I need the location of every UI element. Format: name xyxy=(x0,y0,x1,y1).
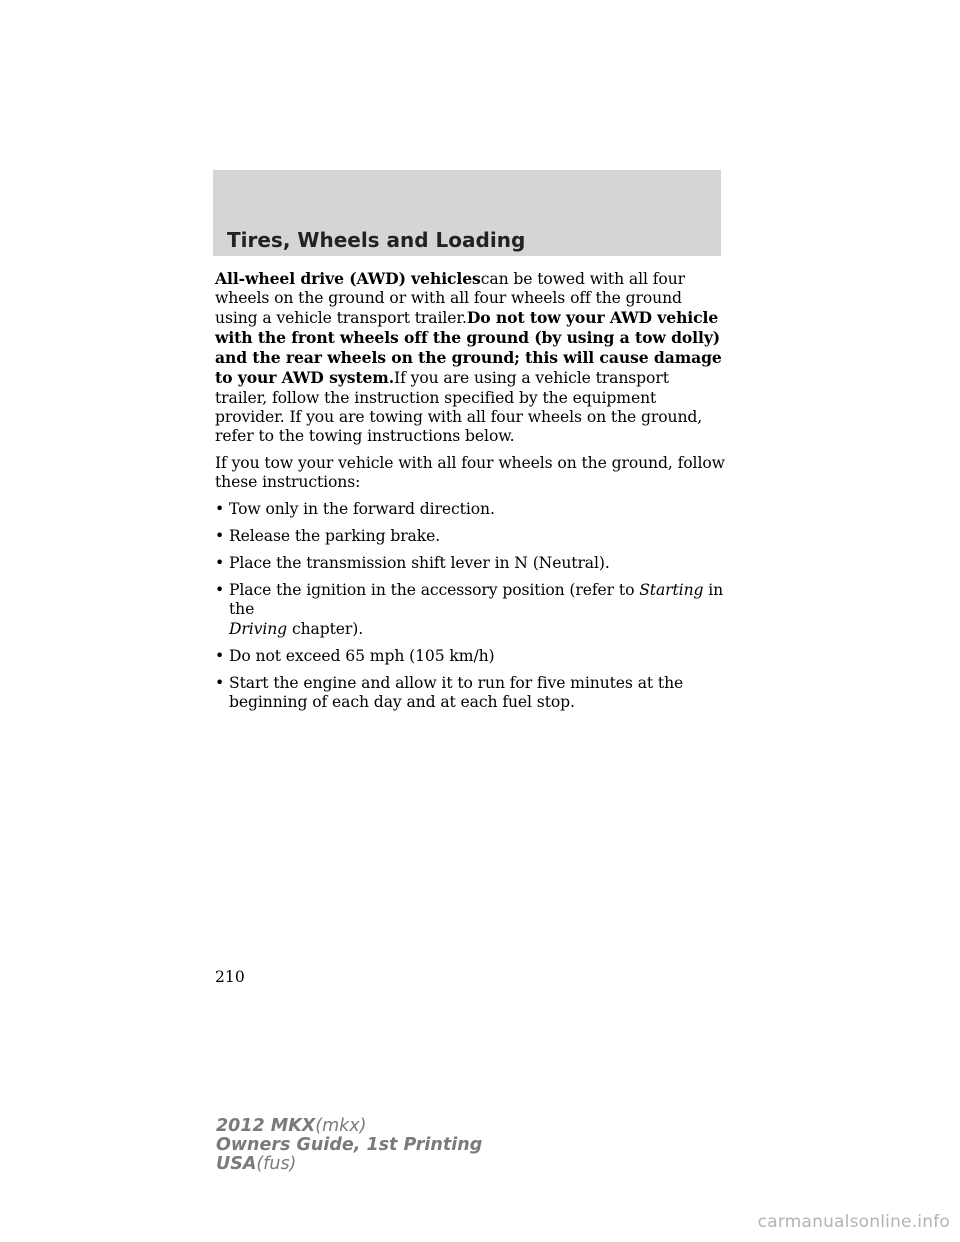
page-number: 210 xyxy=(215,968,245,986)
awd-text-b: If you are using a vehicle transport trailer, follow the instruction specified by the equipment provider. If you are towing with all four wheels on the ground, refer to the towing instructions below. xyxy=(215,369,703,445)
list-item-text: Tow only in the forward direction. xyxy=(229,500,495,519)
list-item xyxy=(215,647,725,666)
paragraph-instructions-intro: If you tow your vehicle with all four wheels on the ground, follow these instructions: xyxy=(215,453,725,491)
awd-lead-bold: All-wheel drive (AWD) vehicles xyxy=(215,269,481,288)
watermark: carmanualsonline.info xyxy=(757,1212,950,1232)
list-item-text: Start the engine and allow it to run for five minutes at the beginning of each day and at each fuel stop. xyxy=(229,673,684,711)
list-item-text: Place the transmission shift lever in N (Neutral). xyxy=(229,554,610,573)
list-item-text: Do not exceed 65 mph (105 km/h) xyxy=(229,646,495,665)
xref-driving: Driving xyxy=(229,619,288,638)
document-footer xyxy=(216,1117,482,1174)
bullet-icon: • xyxy=(215,500,225,519)
footer-model: 2012 MKX xyxy=(216,1116,316,1136)
footer-line-edition xyxy=(216,1136,482,1155)
list-item xyxy=(215,581,725,638)
list-item xyxy=(215,500,725,519)
awd-warning-bold: Do not tow your AWD vehicle with the front wheels off the ground (by using a tow dolly) and the rear wheels on the ground; this will cause damage to your AWD system. xyxy=(215,308,722,388)
footer-line-model xyxy=(216,1117,482,1136)
paragraph-awd xyxy=(215,269,725,446)
section-title: Tires, Wheels and Loading xyxy=(227,228,526,252)
instruction-list xyxy=(215,500,725,712)
body-text xyxy=(215,269,725,720)
list-item xyxy=(215,674,725,712)
footer-line-market xyxy=(216,1155,482,1174)
list-item-text: Release the parking brake. xyxy=(229,527,441,546)
bullet-icon: • xyxy=(215,581,225,600)
footer-market: USA xyxy=(216,1154,257,1174)
bullet-icon: • xyxy=(215,646,225,665)
xref-starting: Starting xyxy=(639,581,704,600)
list-item-text: in the xyxy=(229,581,724,619)
list-item xyxy=(215,554,725,573)
footer-edition: Owners Guide, 1st Printing xyxy=(216,1135,483,1155)
footer-model-code: (mkx) xyxy=(315,1116,367,1136)
bullet-icon: • xyxy=(215,527,225,546)
list-item-text: chapter). xyxy=(291,619,364,638)
list-item-text: Place the ignition in the accessory position (refer to xyxy=(229,581,640,600)
list-item xyxy=(215,527,725,546)
bullet-icon: • xyxy=(215,673,225,692)
footer-market-code: (fus) xyxy=(256,1154,297,1174)
awd-text-a: can be towed with all four wheels on the ground or with all four wheels off the ground using a vehicle transport trailer. xyxy=(215,270,685,328)
bullet-icon: • xyxy=(215,554,225,573)
